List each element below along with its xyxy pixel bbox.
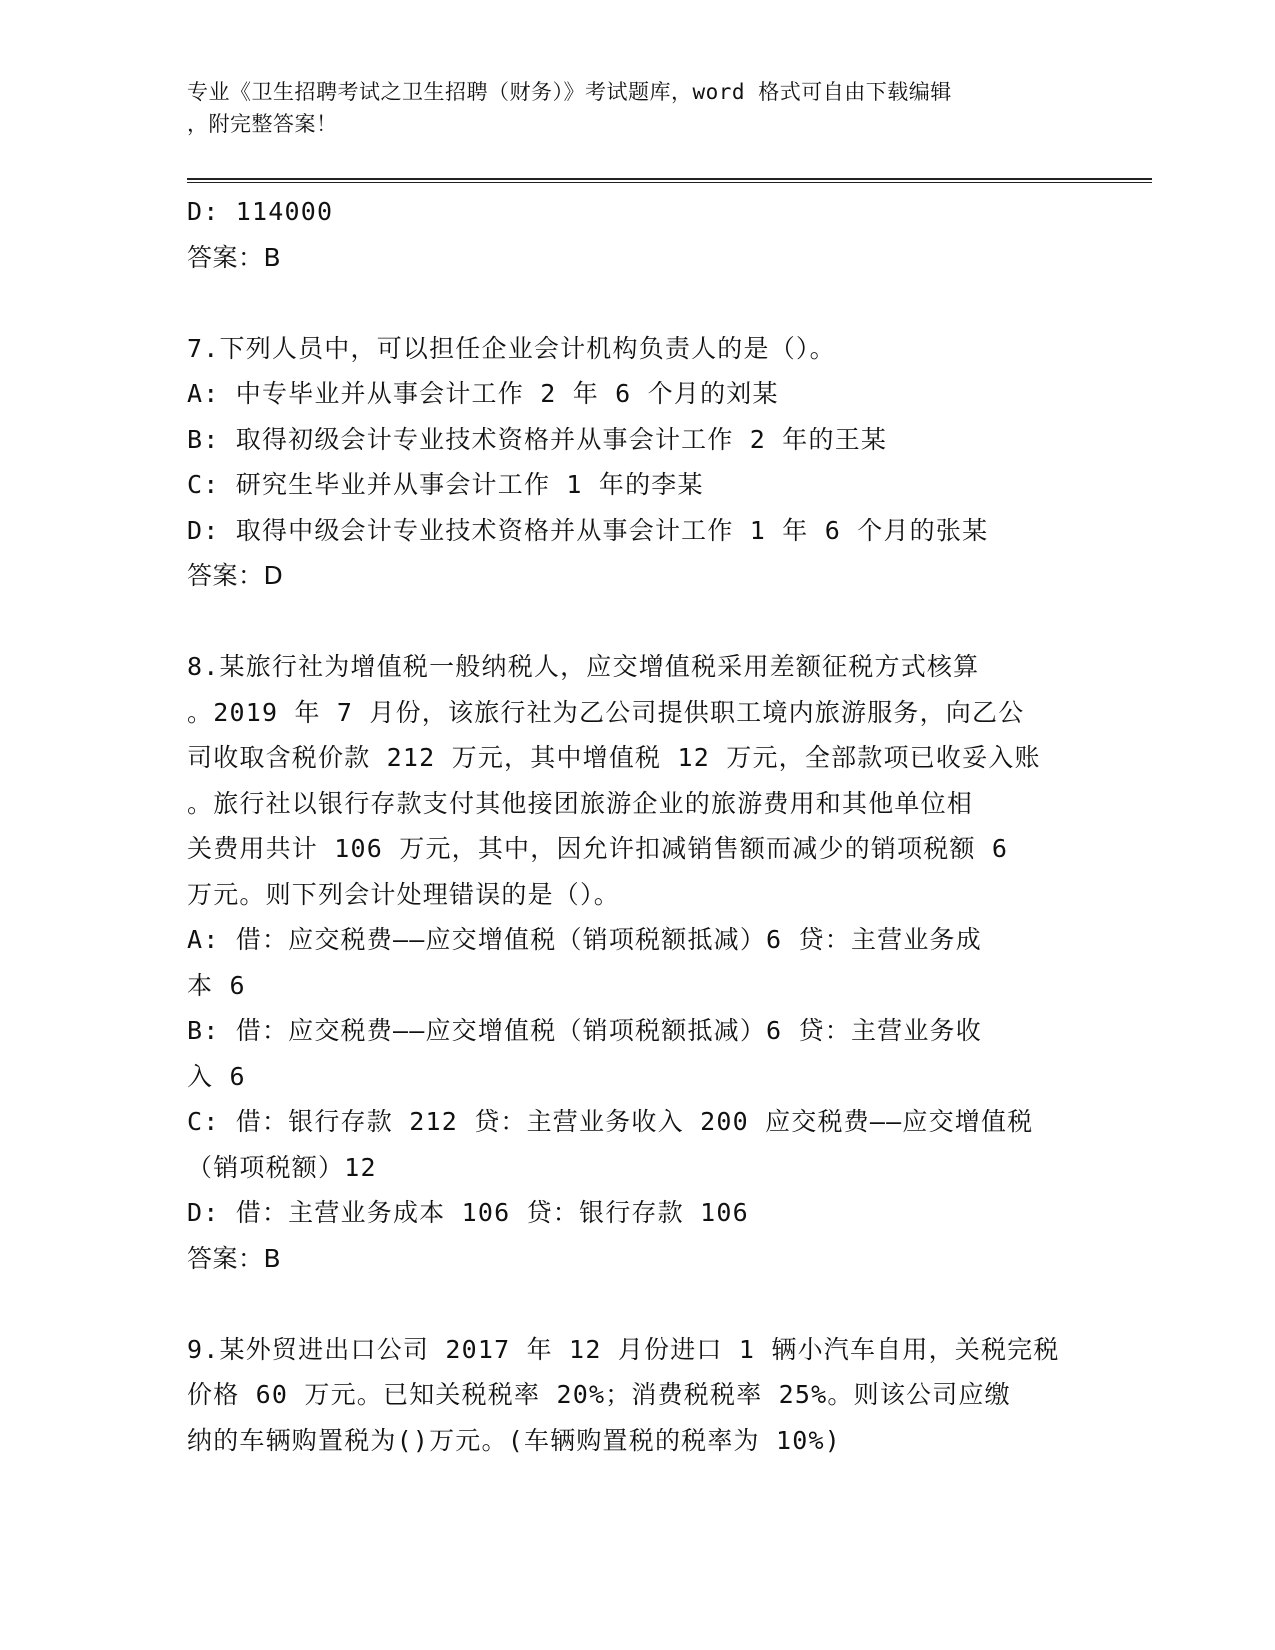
header-line-1: 专业《卫生招聘考试之卫生招聘（财务）》考试题库，word 格式可自由下载编辑 (187, 80, 952, 104)
question-9 (187, 1327, 1077, 1464)
question-stem-line: 纳的车辆购置税为()万元。(车辆购置税的税率为 10%) (187, 1425, 842, 1455)
question-stem-line: 万元。则下列会计处理错误的是（）。 (187, 879, 620, 909)
question-stem-line: 价格 60 万元。已知关税税率 20%；消费税税率 25%。则该公司应缴 (187, 1380, 1011, 1409)
document-body (187, 189, 1077, 1463)
question-stem-line: 。旅行社以银行存款支付其他接团旅游企业的旅游费用和其他单位相 (187, 788, 974, 818)
page-header (187, 76, 1067, 140)
option-c: C: 研究生毕业并从事会计工作 1 年的李某 (187, 470, 704, 499)
question-7 (187, 326, 1077, 599)
answer-label: 答案：B (187, 242, 282, 272)
question-stem-line: 9.某外贸进出口公司 2017 年 12 月份进口 1 辆小汽车自用，关税完税 (187, 1334, 1060, 1364)
question-stem-line: 关费用共计 106 万元，其中，因允许扣减销售额而减少的销项税额 6 (187, 834, 1009, 863)
header-line-2: ，附完整答案！ (187, 112, 338, 136)
spacer (187, 280, 1077, 326)
header-divider-thick (187, 178, 1152, 180)
option-d: D: 取得中级会计专业技术资格并从事会计工作 1 年 6 个月的张某 (187, 515, 989, 545)
option-a: A: 中专毕业并从事会计工作 2 年 6 个月的刘某 (187, 379, 779, 408)
option-b: B: 借：应交税费——应交增值税（销项税额抵减）6 贷：主营业务收 (187, 1016, 982, 1045)
question-stem-line: 司收取含税价款 212 万元，其中增值税 12 万元，全部款项已收妥入账 (187, 743, 1041, 772)
option-d: D: 借：主营业务成本 106 贷：银行存款 106 (187, 1198, 749, 1227)
question-stem: 7.下列人员中，可以担任企业会计机构负责人的是（）。 (187, 333, 836, 363)
prev-question-tail (187, 189, 1077, 280)
answer-label: 答案：B (187, 1243, 282, 1273)
option-a-continued: 本 6 (187, 970, 246, 1000)
answer-label: 答案：D (187, 561, 284, 590)
header-divider-thin (187, 182, 1152, 183)
option-d: D: 114000 (187, 197, 334, 226)
spacer (187, 599, 1077, 645)
question-stem-line: 。2019 年 7 月份，该旅行社为乙公司提供职工境内旅游服务，向乙公 (187, 697, 1025, 727)
question-stem-line: 8.某旅行社为增值税一般纳税人，应交增值税采用差额征税方式核算 (187, 652, 980, 681)
option-a: A: 借：应交税费——应交增值税（销项税额抵减）6 贷：主营业务成 (187, 925, 982, 954)
question-8 (187, 644, 1077, 1281)
spacer (187, 1281, 1077, 1327)
option-c: C: 借：银行存款 212 贷：主营业务收入 200 应交税费——应交增值税 (187, 1107, 1034, 1136)
option-b-continued: 入 6 (187, 1061, 246, 1091)
option-c-continued: （销项税额）12 (187, 1152, 377, 1182)
option-b: B: 取得初级会计专业技术资格并从事会计工作 2 年的王某 (187, 424, 888, 454)
